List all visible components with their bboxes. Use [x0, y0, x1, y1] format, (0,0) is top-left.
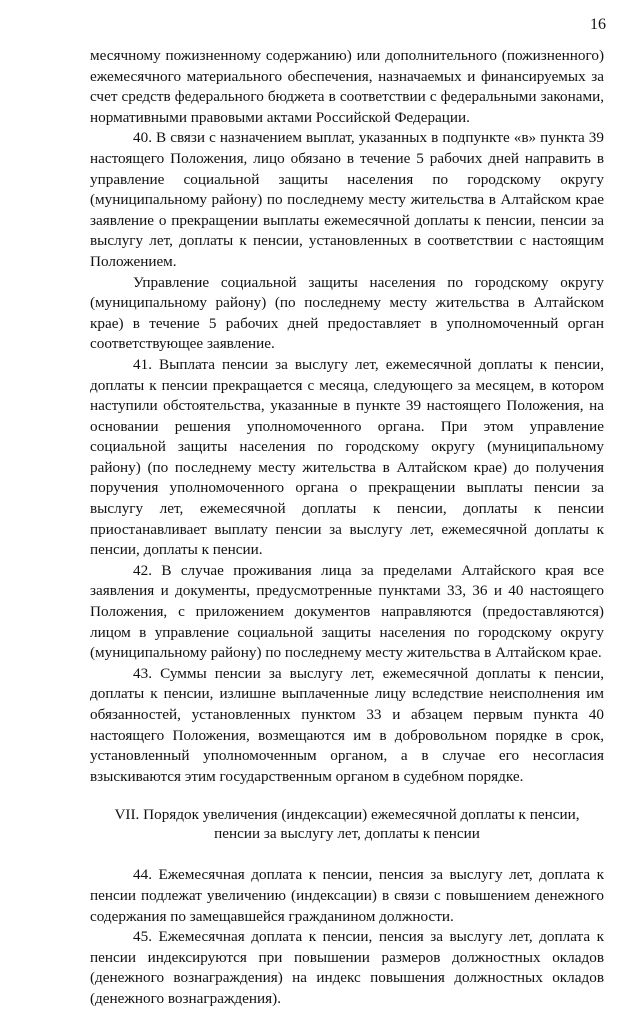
- document-body: [90, 46, 604, 1010]
- paragraph-40-second: Управление социальной защиты населения по городскому округу (муниципальному району) (по последнему месту жительства в Алтайском крае) в течение 5 рабочих дней предоставляет в уполномоченный орган соответствующее заявление.: [90, 273, 604, 353]
- page-number: 16: [590, 16, 606, 33]
- section-heading-vii: VII. Порядок увеличения (индексации) ежемесячной доплаты к пенсии, пенсии за выслугу лет, доплаты к пенсии: [114, 806, 580, 843]
- paragraph-42: 42. В случае проживания лица за пределами Алтайского края все заявления и документы, предусмотренные пунктами 33, 36 и 40 настоящего Положения, с приложением документов направляются (предоставляются) лицом в управление социальной защиты населения по городскому округу (муниципальному району) по последнему месту жительства в Алтайском крае.: [90, 561, 604, 662]
- paragraph-44: 44. Ежемесячная доплата к пенсии, пенсия за выслугу лет, доплата к пенсии подлежат увеличению (индексации) в связи с повышением денежного содержания по замещавшейся гражданином должности.: [90, 866, 604, 925]
- paragraph-41: 41. Выплата пенсии за выслугу лет, ежемесячной доплаты к пенсии, доплаты к пенсии прекращается с месяца, следующего за месяцем, в котором наступили обстоятельства, указанные в пункте 39 настоящего Положения, на основании решения уполномоченного органа. При этом управление социальной защиты населения по городскому округу (муниципальному району) (по последнему месту жительства в Алтайском крае) до получения поручения уполномоченного органа о прекращении выплаты пенсии за выслугу лет, ежемесячной доплаты к пенсии, доплаты к пенсии приостанавливает выплату пенсии за выслугу лет, ежемесячной доплаты к пенсии, доплаты к пенсии.: [90, 355, 604, 559]
- paragraph-continuation: месячному пожизненному содержанию) или дополнительного (пожизненного) ежемесячного материального обеспечения, назначаемых и финансируемых за счет средств федерального бюджета в соответствии с федеральными законами, нормативными правовыми актами Российской Федерации.: [90, 47, 604, 126]
- paragraph-45: 45. Ежемесячная доплата к пенсии, пенсия за выслугу лет, доплата к пенсии индексируются при повышении размеров должностных окладов (денежного вознаграждения) на индекс повышения должностных окладов (денежного вознаграждения).: [90, 928, 604, 1007]
- paragraph-40: 40. В связи с назначением выплат, указанных в подпункте «в» пункта 39 настоящего Положения, лицо обязано в течение 5 рабочих дней направить в управление социальной защиты населения по городскому округу (муниципальному району) по последнему месту жительства в Алтайском крае заявление о прекращении выплаты ежемесячной доплаты к пенсии, пенсии за выслугу лет, доплаты к пенсии, установленных в соответствии с настоящим Положением.: [90, 129, 604, 270]
- paragraph-43: 43. Суммы пенсии за выслугу лет, ежемесячной доплаты к пенсии, доплаты к пенсии, излишне выплаченные лицу вследствие неисполнения им обязанностей, установленных пунктом 33 и абзацем первым пункта 40 настоящего Положения, возмещаются им в добровольном порядке в срок, установленный уполномоченным органом, а в случае его несогласия взыскиваются этим государственным органом в судебном порядке.: [90, 664, 604, 785]
